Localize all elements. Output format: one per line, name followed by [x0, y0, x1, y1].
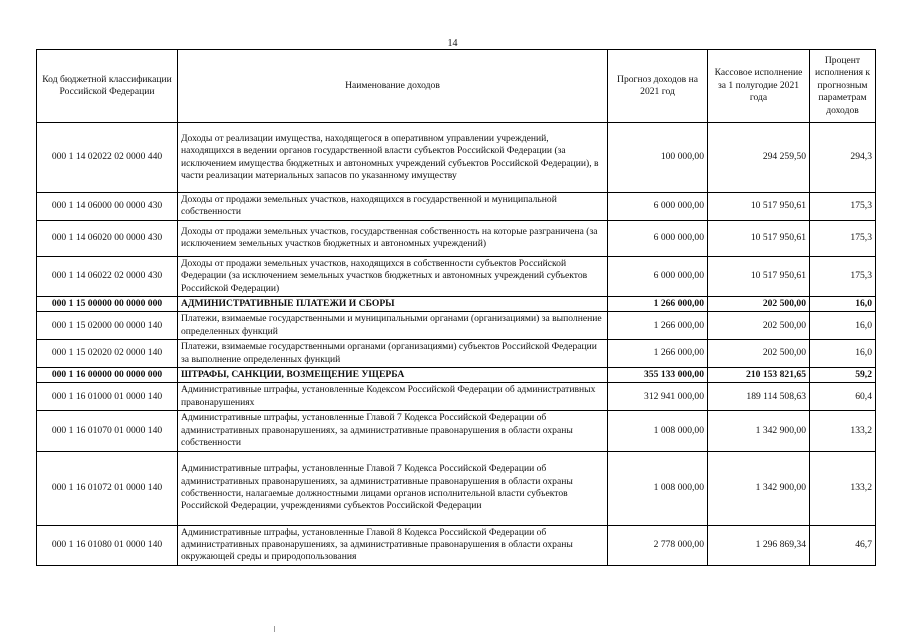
- row-execution: 202 500,00: [708, 312, 810, 340]
- row-code: 000 1 16 01070 01 0000 140: [37, 411, 178, 451]
- row-execution: 210 153 821,65: [708, 368, 810, 383]
- row-code: 000 1 15 00000 00 0000 000: [37, 297, 178, 312]
- row-percent: 175,3: [810, 256, 876, 296]
- table-body: [37, 123, 876, 566]
- row-name: Доходы от продажи земельных участков, находящихся в собственности субъектов Российской Федерации (за исключением земельных участков бюджетных и автономных учреждений субъектов Российской Федерации): [178, 256, 608, 296]
- table-row: [37, 383, 876, 411]
- row-name: Административные штрафы, установленные Кодексом Российской Федерации об административных правонарушениях: [178, 383, 608, 411]
- row-name: Административные штрафы, установленные Главой 7 Кодекса Российской Федерации об административных правонарушениях, за административные правонарушения в области охраны собственности, налагаемые должностными лицами органов исполнительной власти субъектов Российской Федерации, учреждениями субъектов Российской Федерации: [178, 451, 608, 525]
- table-row: [37, 256, 876, 296]
- row-execution: 189 114 508,63: [708, 383, 810, 411]
- row-code: 000 1 16 01072 01 0000 140: [37, 451, 178, 525]
- row-code: 000 1 16 01000 01 0000 140: [37, 383, 178, 411]
- row-forecast: 1 266 000,00: [608, 340, 708, 368]
- row-name: Доходы от реализации имущества, находящегося в оперативном управлении учреждений, находящихся в ведении органов государственной власти субъектов Российской Федерации (за исключением имущества бюджетных и автономных учреждений субъектов Российской Федерации), в части реализации материальных запасов по указанному имуществу: [178, 123, 608, 193]
- row-code: 000 1 16 01080 01 0000 140: [37, 525, 178, 565]
- row-percent: 175,3: [810, 193, 876, 221]
- row-execution: 10 517 950,61: [708, 256, 810, 296]
- scan-artifact-mark: [274, 626, 275, 632]
- table-row: [37, 411, 876, 451]
- row-percent: 16,0: [810, 297, 876, 312]
- row-execution: 294 259,50: [708, 123, 810, 193]
- row-code: 000 1 15 02000 00 0000 140: [37, 312, 178, 340]
- row-execution: 202 500,00: [708, 340, 810, 368]
- row-code: 000 1 14 02022 02 0000 440: [37, 123, 178, 193]
- row-name: Платежи, взимаемые государственными и муниципальными органами (организациями) за выполнение определенных функций: [178, 312, 608, 340]
- row-name: Платежи, взимаемые государственными органами (организациями) субъектов Российской Федерации за выполнение определенных функций: [178, 340, 608, 368]
- row-code: 000 1 14 06022 02 0000 430: [37, 256, 178, 296]
- header-percent: Процент исполнения к прогнозным параметрам доходов: [810, 50, 876, 123]
- row-forecast: 100 000,00: [608, 123, 708, 193]
- row-name: Доходы от продажи земельных участков, находящихся в государственной и муниципальной собственности: [178, 193, 608, 221]
- table-row: [37, 193, 876, 221]
- row-forecast: 6 000 000,00: [608, 220, 708, 256]
- row-execution: 1 342 900,00: [708, 451, 810, 525]
- table-row: [37, 340, 876, 368]
- row-code: 000 1 15 02020 02 0000 140: [37, 340, 178, 368]
- row-execution: 10 517 950,61: [708, 193, 810, 221]
- row-forecast: 355 133 000,00: [608, 368, 708, 383]
- row-percent: 60,4: [810, 383, 876, 411]
- row-percent: 46,7: [810, 525, 876, 565]
- row-name: Административные штрафы, установленные Главой 7 Кодекса Российской Федерации об административных правонарушениях, за административные правонарушения в области охраны собственности: [178, 411, 608, 451]
- row-name: АДМИНИСТРАТИВНЫЕ ПЛАТЕЖИ И СБОРЫ: [178, 297, 608, 312]
- row-forecast: 2 778 000,00: [608, 525, 708, 565]
- row-percent: 59,2: [810, 368, 876, 383]
- row-percent: 175,3: [810, 220, 876, 256]
- table-row: [37, 525, 876, 565]
- row-execution: 1 296 869,34: [708, 525, 810, 565]
- table-row: [37, 312, 876, 340]
- header-execution: Кассовое исполнение за 1 полугодие 2021 года: [708, 50, 810, 123]
- header-forecast: Прогноз доходов на 2021 год: [608, 50, 708, 123]
- row-forecast: 6 000 000,00: [608, 256, 708, 296]
- table-header-row: [37, 50, 876, 123]
- row-code: 000 1 14 06020 00 0000 430: [37, 220, 178, 256]
- table-row: [37, 368, 876, 383]
- row-forecast: 1 008 000,00: [608, 411, 708, 451]
- row-percent: 16,0: [810, 312, 876, 340]
- table-row: [37, 220, 876, 256]
- header-code: Код бюджетной классификации Российской Федерации: [37, 50, 178, 123]
- table-row: [37, 297, 876, 312]
- row-percent: 133,2: [810, 451, 876, 525]
- revenue-table: [36, 49, 876, 566]
- row-forecast: 6 000 000,00: [608, 193, 708, 221]
- row-percent: 133,2: [810, 411, 876, 451]
- row-code: 000 1 14 06000 00 0000 430: [37, 193, 178, 221]
- row-execution: 1 342 900,00: [708, 411, 810, 451]
- table-row: [37, 123, 876, 193]
- row-name: Доходы от продажи земельных участков, государственная собственность на которые разграничена (за исключением земельных участков бюджетных и автономных учреждений): [178, 220, 608, 256]
- row-name: ШТРАФЫ, САНКЦИИ, ВОЗМЕЩЕНИЕ УЩЕРБА: [178, 368, 608, 383]
- header-name: Наименование доходов: [178, 50, 608, 123]
- page-number: 14: [447, 38, 458, 49]
- row-forecast: 1 008 000,00: [608, 451, 708, 525]
- row-code: 000 1 16 00000 00 0000 000: [37, 368, 178, 383]
- row-percent: 16,0: [810, 340, 876, 368]
- row-forecast: 312 941 000,00: [608, 383, 708, 411]
- row-forecast: 1 266 000,00: [608, 312, 708, 340]
- row-forecast: 1 266 000,00: [608, 297, 708, 312]
- row-name: Административные штрафы, установленные Главой 8 Кодекса Российской Федерации об административных правонарушениях, за административные правонарушения в области охраны окружающей среды и природопользования: [178, 525, 608, 565]
- row-execution: 202 500,00: [708, 297, 810, 312]
- row-execution: 10 517 950,61: [708, 220, 810, 256]
- row-percent: 294,3: [810, 123, 876, 193]
- table-row: [37, 451, 876, 525]
